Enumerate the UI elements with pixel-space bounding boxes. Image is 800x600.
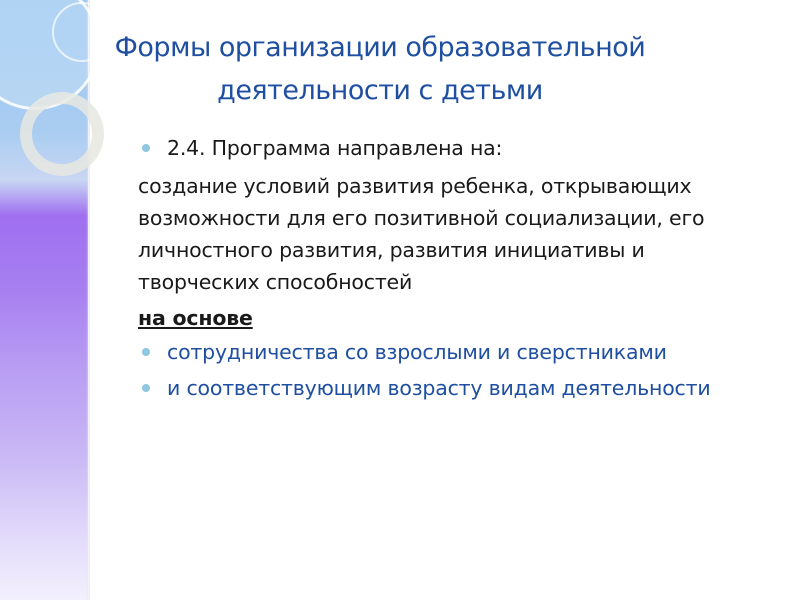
- intro-bullet-text: 2.4. Программа направлена на:: [167, 136, 503, 160]
- title-line-1: Формы организации образовательной: [114, 32, 646, 63]
- basis-item: [138, 336, 768, 368]
- basis-item: [138, 372, 768, 404]
- slide-title: [60, 26, 700, 112]
- bullet-dot-icon: [142, 348, 150, 356]
- bullet-dot-icon: [142, 144, 150, 152]
- body-paragraph: создание условий развития ребенка, открывающих возможности для его позитивной социализации, его личностного развития, развития инициативы и творческих способностей: [138, 174, 705, 294]
- basis-label: на основе: [138, 306, 253, 330]
- basis-item-text: сотрудничества со взрослыми и сверстниками: [167, 340, 667, 364]
- bullet-dot-icon: [142, 384, 150, 392]
- title-line-2: деятельности с детьми: [217, 75, 543, 106]
- slide-content: [138, 132, 768, 408]
- basis-item-text: и соответствующим возрасту видам деятельности: [167, 376, 711, 400]
- intro-bullet: [138, 132, 768, 164]
